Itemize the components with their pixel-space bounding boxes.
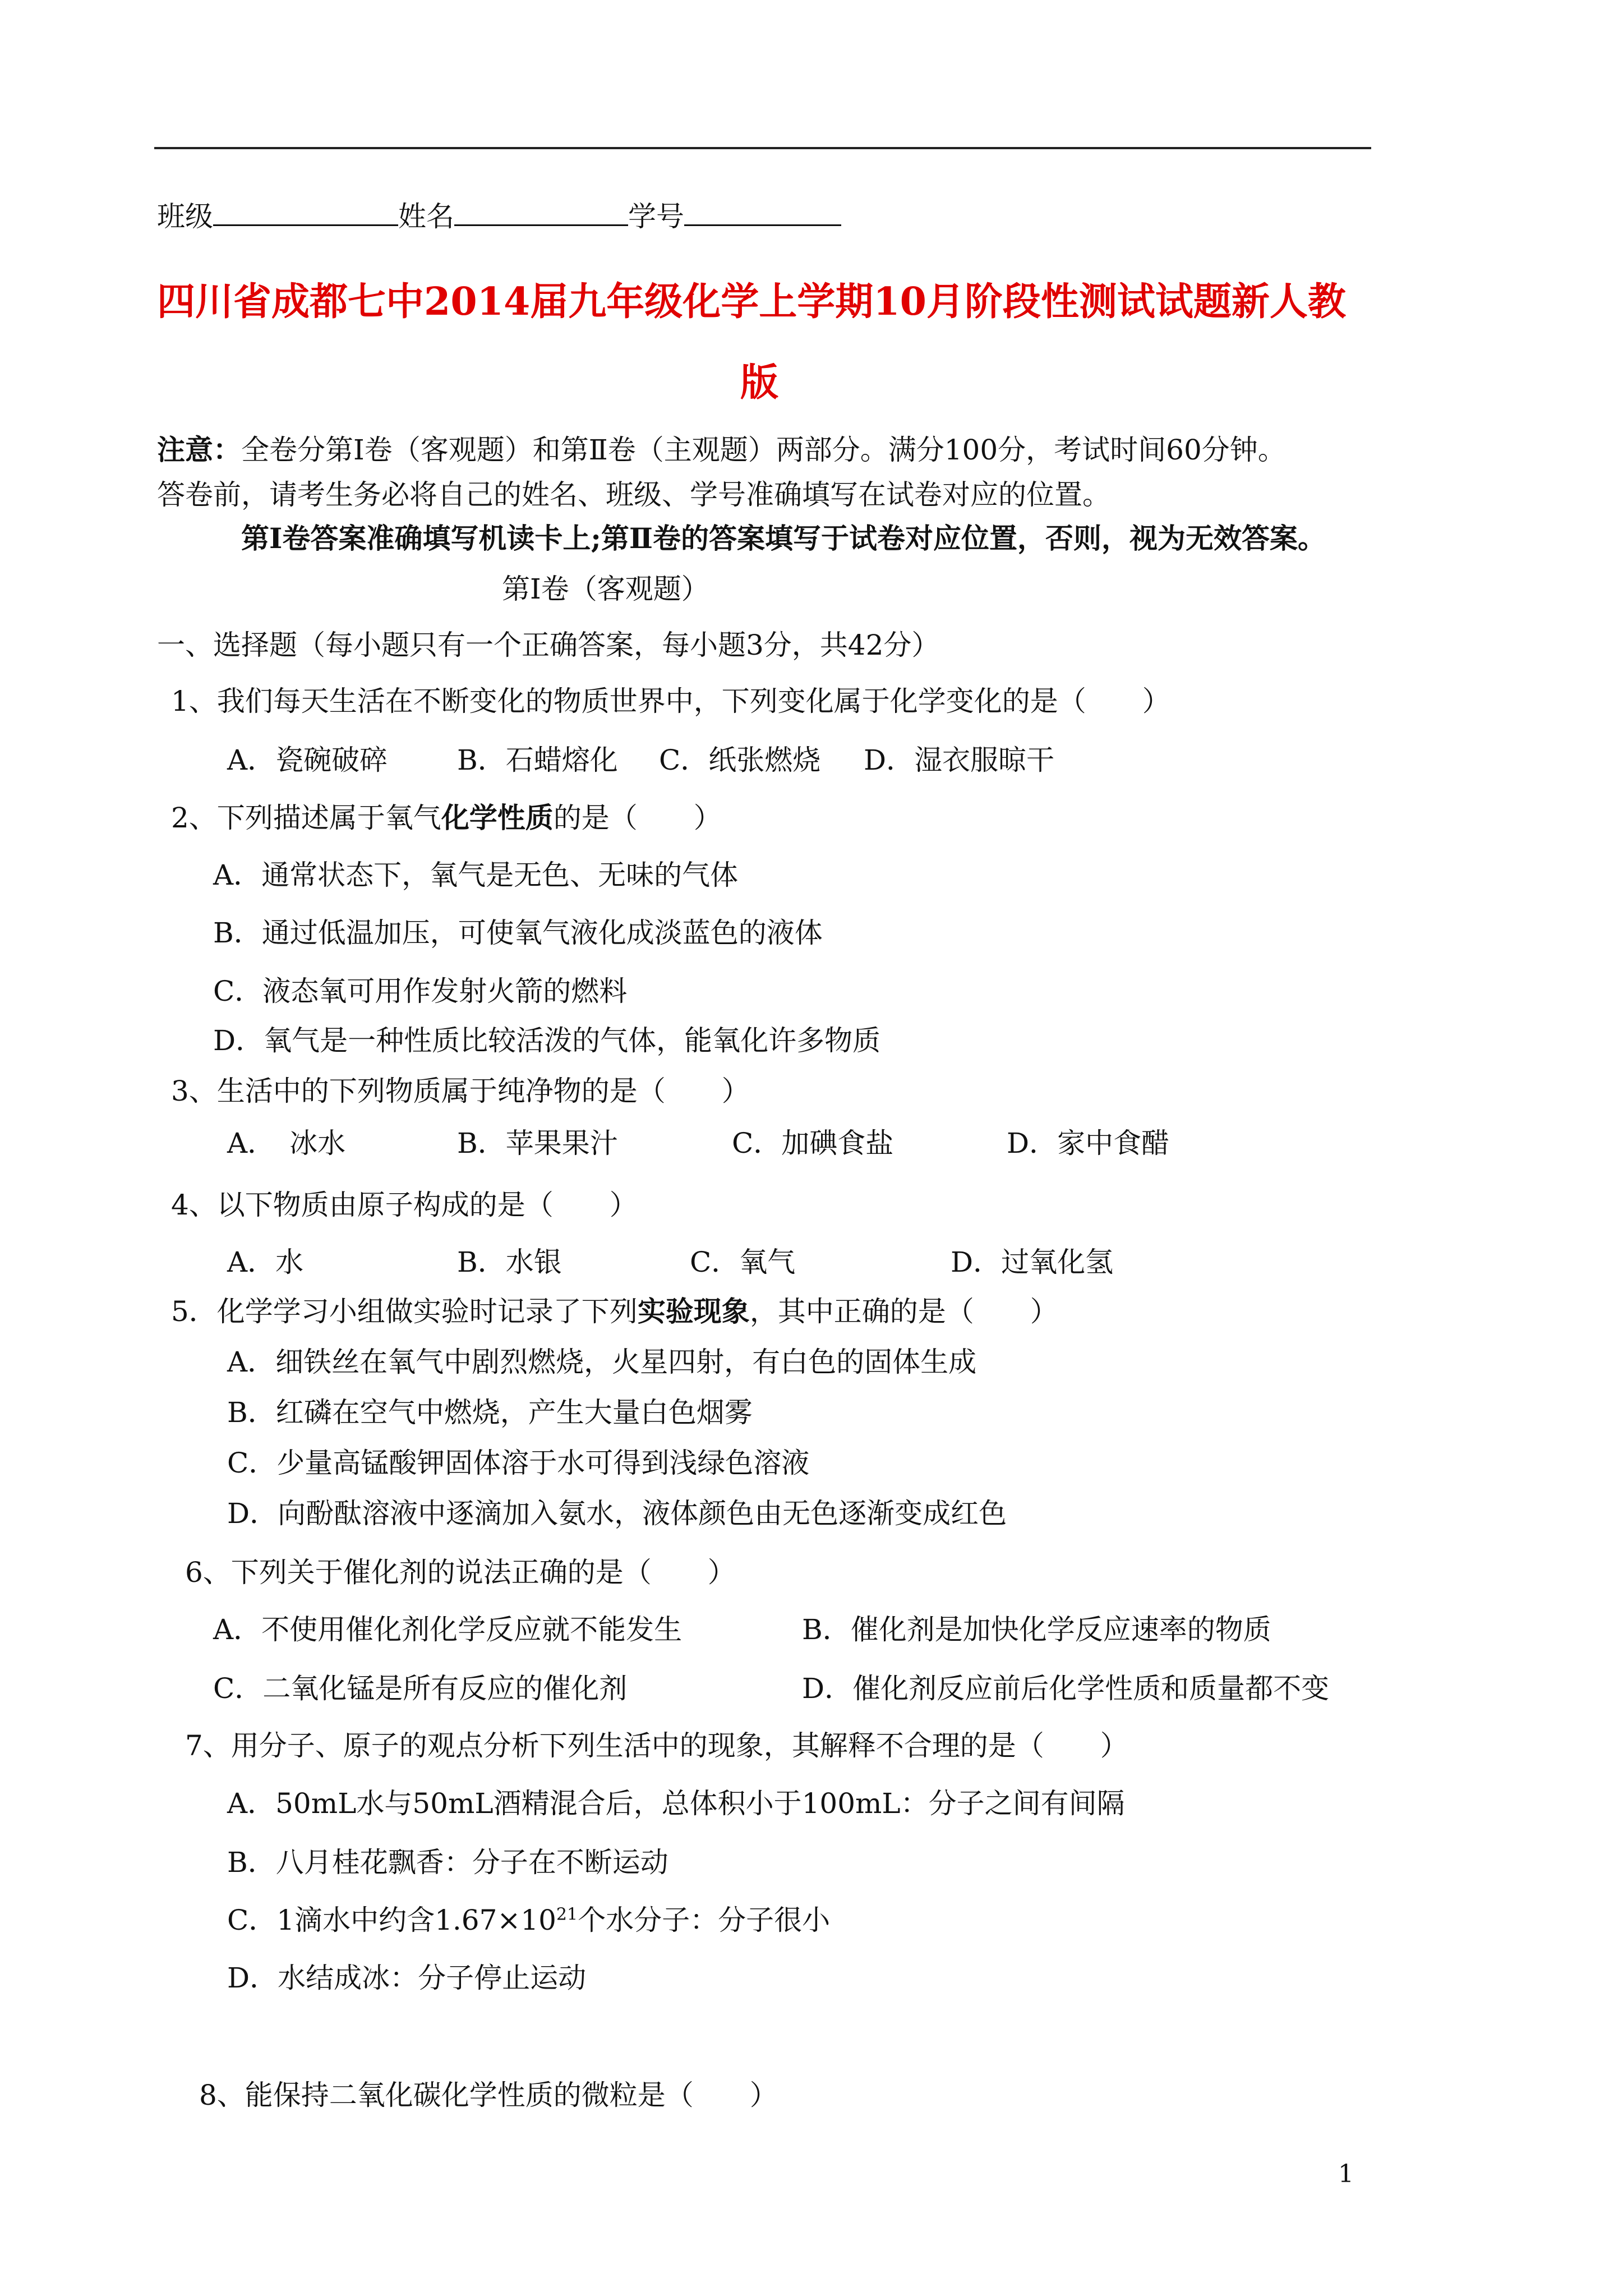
notice-line1 [157, 433, 1286, 467]
name-label: 姓名 [398, 200, 454, 233]
q2-option-a[interactable]: A．通常状态下，氧气是无色、无味的气体 [213, 859, 739, 891]
name-blank[interactable] [454, 197, 628, 226]
q7-option-c-text: C．1滴水中约含1.67×10 [227, 1904, 556, 1936]
question-2-stem [171, 801, 722, 835]
q4-option-b[interactable]: B．水银 [457, 1246, 562, 1278]
page-title-line1: 四川省成都七中2014届九年级化学上学期10月阶段性测试试题新人教 [157, 279, 1346, 324]
q1-option-a[interactable]: A．瓷碗破碎 [227, 744, 388, 776]
question-6-stem: 6、下列关于催化剂的说法正确的是（ ） [185, 1556, 736, 1589]
q5-option-c[interactable]: C．少量高锰酸钾固体溶于水可得到浅绿色溶液 [227, 1447, 810, 1479]
q7-option-a[interactable]: A．50mL水与50mL酒精混合后，总体积小于100mL：分子之间有间隔 [227, 1787, 1125, 1820]
q5-stem-bold: 实验现象 [637, 1295, 750, 1328]
q6-option-a[interactable]: A．不使用催化剂化学反应就不能发生 [213, 1613, 683, 1646]
header-rule [154, 147, 1371, 149]
q2-stem-post: 的是（ ） [553, 802, 722, 834]
q5-option-a[interactable]: A．细铁丝在氧气中剧烈燃烧，火星四射，有白色的固体生成 [227, 1346, 977, 1378]
q2-option-d[interactable]: D．氧气是一种性质比较活泼的气体，能氧化许多物质 [213, 1024, 881, 1057]
notice-text1: 全卷分第Ⅰ卷（客观题）和第Ⅱ卷（主观题）两部分。满分100分，考试时间60分钟。 [241, 434, 1286, 466]
notice-line3: 第Ⅰ卷答案准确填写机读卡上;第Ⅱ卷的答案填写于试卷对应位置，否则，视为无效答案。 [241, 522, 1326, 555]
question-7-stem: 7、用分子、原子的观点分析下列生活中的现象，其解释不合理的是（ ） [185, 1729, 1128, 1762]
question-1-stem: 1、我们每天生活在不断变化的物质世界中，下列变化属于化学变化的是（ ） [171, 685, 1170, 717]
q4-option-c[interactable]: C．氧气 [690, 1246, 796, 1278]
q3-option-a[interactable]: A． 冰水 [227, 1127, 346, 1159]
q7-option-c-exponent: 21 [556, 1904, 578, 1925]
q7-option-c-rest: 个水分子：分子很小 [578, 1904, 831, 1936]
q1-option-b[interactable]: B．石蜡熔化 [457, 744, 618, 776]
q6-option-d[interactable]: D．催化剂反应前后化学性质和质量都不变 [802, 1672, 1330, 1705]
notice-line2: 答卷前，请考生务必将自己的姓名、班级、学号准确填写在试卷对应的位置。 [157, 478, 1110, 511]
page-number: 1 [1338, 2160, 1354, 2188]
section1-title: 第Ⅰ卷（客观题） [502, 573, 709, 605]
id-blank[interactable] [684, 197, 841, 226]
q2-option-c[interactable]: C．液态氧可用作发射火箭的燃料 [213, 975, 628, 1007]
id-label: 学号 [628, 200, 684, 233]
q7-option-b[interactable]: B．八月桂花飘香：分子在不断运动 [227, 1846, 668, 1879]
question-3-stem: 3、生活中的下列物质属于纯净物的是（ ） [171, 1075, 750, 1107]
q7-option-c[interactable] [227, 1903, 830, 1937]
q7-option-d[interactable]: D．水结成冰：分子停止运动 [227, 1962, 587, 1994]
q5-option-b[interactable]: B．红磷在空气中燃烧，产生大量白色烟雾 [227, 1396, 753, 1429]
question-4-stem: 4、以下物质由原子构成的是（ ） [171, 1189, 638, 1221]
part1-heading: 一、选择题（每小题只有一个正确答案，每小题3分，共42分） [157, 629, 940, 661]
notice-label: 注意： [157, 433, 241, 466]
question-5-stem [171, 1295, 1058, 1328]
q3-option-c[interactable]: C．加碘食盐 [732, 1127, 894, 1159]
student-info-line [157, 197, 841, 233]
q5-stem-post: ，其中正确的是（ ） [749, 1295, 1058, 1328]
question-8-stem: 8、能保持二氧化碳化学性质的微粒是（ ） [199, 2079, 778, 2111]
q5-option-d[interactable]: D．向酚酞溶液中逐滴加入氨水，液体颜色由无色逐渐变成红色 [227, 1497, 1007, 1530]
q2-stem-pre: 2、下列描述属于氧气 [171, 802, 441, 834]
q6-option-b[interactable]: B．催化剂是加快化学反应速率的物质 [802, 1613, 1271, 1646]
q6-option-c[interactable]: C．二氧化锰是所有反应的催化剂 [213, 1672, 628, 1705]
q5-stem-pre: 5．化学学习小组做实验时记录了下列 [171, 1295, 638, 1328]
q2-stem-bold: 化学性质 [441, 801, 554, 834]
page-title-line2: 版 [740, 360, 779, 405]
q3-option-b[interactable]: B．苹果果汁 [457, 1127, 618, 1159]
class-label: 班级 [157, 200, 213, 233]
q1-option-c[interactable]: C．纸张燃烧 [659, 744, 821, 776]
class-blank[interactable] [213, 197, 398, 226]
q4-option-a[interactable]: A．水 [227, 1246, 304, 1278]
q1-option-d[interactable]: D．湿衣服晾干 [864, 744, 1055, 776]
q4-option-d[interactable]: D．过氧化氢 [951, 1246, 1114, 1278]
q3-option-d[interactable]: D．家中食醋 [1007, 1127, 1170, 1159]
q2-option-b[interactable]: B．通过低温加压，可使氧气液化成淡蓝色的液体 [213, 917, 823, 949]
